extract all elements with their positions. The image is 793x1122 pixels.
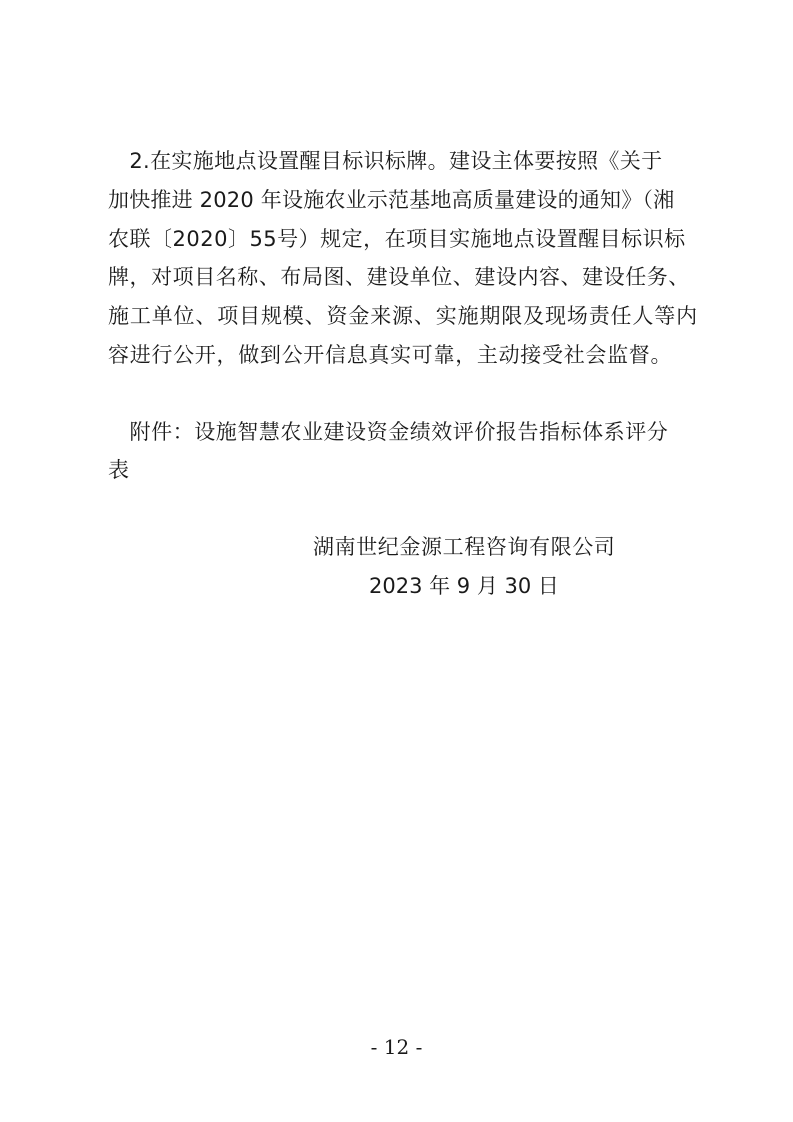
- signature-date: 2023 年 9 月 30 日: [369, 574, 559, 598]
- paragraph-line: 2.在实施地点设置醒目标识标牌。建设主体要按照《关于: [108, 149, 663, 173]
- paragraph-line: 加快推进 2020 年设施农业示范基地高质量建设的通知》（湘: [108, 188, 675, 212]
- attachment-line: 表: [108, 458, 129, 482]
- paragraph-line: 施工单位、项目规模、资金来源、实施期限及现场责任人等内: [108, 304, 698, 328]
- signature-organization: 湖南世纪金源工程咨询有限公司: [313, 535, 616, 559]
- paragraph-line: 容进行公开，做到公开信息真实可靠，主动接受社会监督。: [108, 343, 673, 367]
- attachment-line: 附件：设施智慧农业建设资金绩效评价报告指标体系评分: [108, 420, 669, 444]
- page-number: - 12 -: [370, 1035, 423, 1059]
- paragraph-line: 牌，对项目名称、布局图、建设单位、建设内容、建设任务、: [108, 265, 690, 289]
- paragraph-line: 农联〔2020〕55号）规定，在项目实施地点设置醒目标识标: [108, 227, 686, 251]
